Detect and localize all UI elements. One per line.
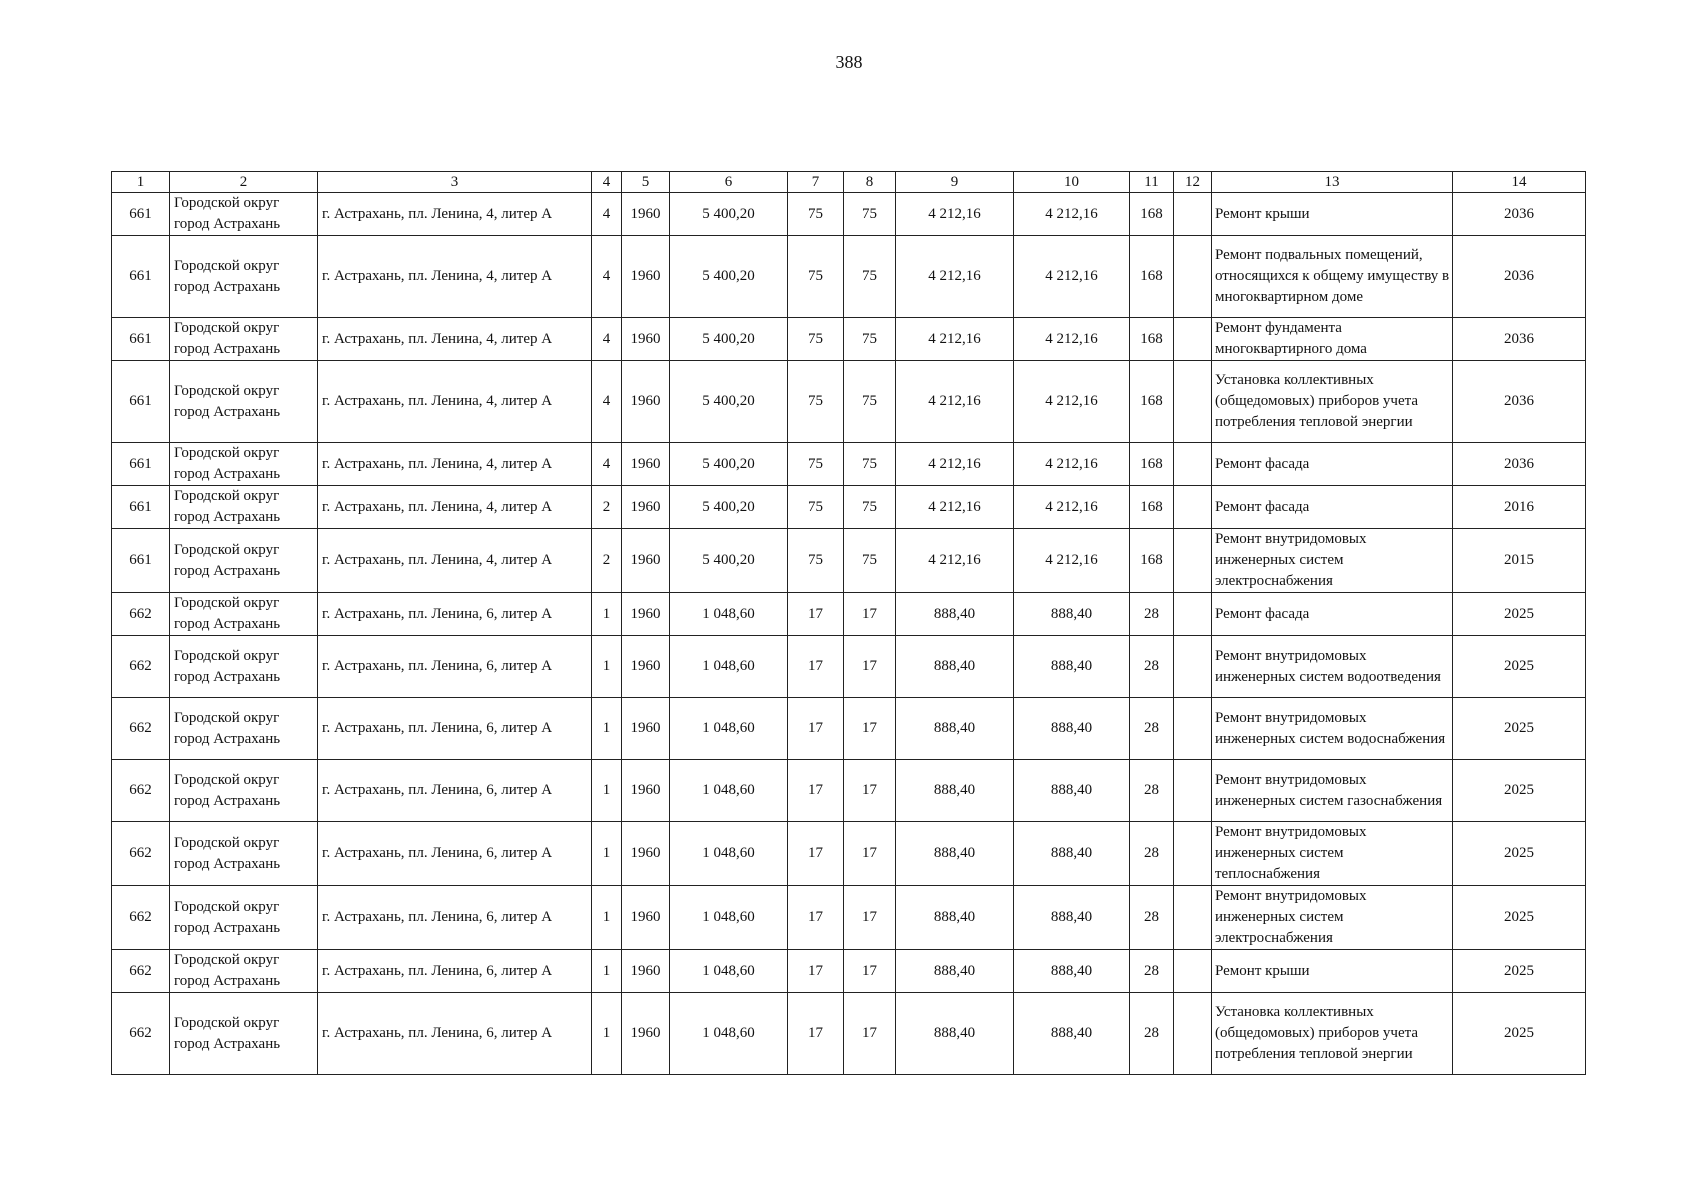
row-number-cell: 662 [112,993,170,1075]
col4-cell: 4 [592,443,622,486]
row-number-cell: 662 [112,698,170,760]
planned-year-cell: 2025 [1453,760,1586,822]
col11-cell: 168 [1130,529,1174,593]
col10-cell: 888,40 [1014,822,1130,886]
col8-cell: 17 [844,593,896,636]
year-built-cell: 1960 [622,193,670,236]
municipality-cell: Городской округ город Астрахань [170,318,318,361]
year-built-cell: 1960 [622,361,670,443]
total-area-cell: 1 048,60 [670,993,788,1075]
total-area-cell: 5 400,20 [670,529,788,593]
address-cell: г. Астрахань, пл. Ленина, 4, литер А [318,193,592,236]
municipality-cell: Городской округ город Астрахань [170,236,318,318]
work-type-cell: Установка коллективных (общедомовых) приборов учета потребления тепловой энергии [1212,361,1453,443]
col9-cell: 888,40 [896,760,1014,822]
work-type-cell: Ремонт крыши [1212,950,1453,993]
col8-cell: 17 [844,993,896,1075]
col12-cell [1174,993,1212,1075]
planned-year-cell: 2015 [1453,529,1586,593]
municipality-cell: Городской округ город Астрахань [170,361,318,443]
column-header-5: 5 [622,172,670,193]
work-type-cell: Ремонт внутридомовых инженерных систем теплоснабжения [1212,822,1453,886]
year-built-cell: 1960 [622,486,670,529]
col10-cell: 4 212,16 [1014,486,1130,529]
table-header [112,172,1586,193]
col11-cell: 28 [1130,822,1174,886]
col9-cell: 888,40 [896,822,1014,886]
table-body [112,193,1586,1075]
col12-cell [1174,529,1212,593]
total-area-cell: 1 048,60 [670,886,788,950]
year-built-cell: 1960 [622,236,670,318]
table-row [112,822,1586,886]
col9-cell: 4 212,16 [896,486,1014,529]
total-area-cell: 5 400,20 [670,361,788,443]
col4-cell: 1 [592,950,622,993]
column-header-7: 7 [788,172,844,193]
column-header-3: 3 [318,172,592,193]
col11-cell: 28 [1130,886,1174,950]
address-cell: г. Астрахань, пл. Ленина, 4, литер А [318,361,592,443]
col7-cell: 17 [788,760,844,822]
col7-cell: 75 [788,361,844,443]
col11-cell: 28 [1130,760,1174,822]
planned-year-cell: 2025 [1453,593,1586,636]
col9-cell: 888,40 [896,698,1014,760]
col10-cell: 888,40 [1014,950,1130,993]
col4-cell: 4 [592,361,622,443]
col12-cell [1174,193,1212,236]
col7-cell: 17 [788,698,844,760]
row-number-cell: 661 [112,443,170,486]
year-built-cell: 1960 [622,529,670,593]
total-area-cell: 1 048,60 [670,760,788,822]
row-number-cell: 661 [112,236,170,318]
col9-cell: 888,40 [896,886,1014,950]
work-type-cell: Ремонт внутридомовых инженерных систем электроснабжения [1212,886,1453,950]
table-row [112,193,1586,236]
col7-cell: 75 [788,236,844,318]
table-row [112,760,1586,822]
row-number-cell: 662 [112,822,170,886]
work-type-cell: Ремонт фундамента многоквартирного дома [1212,318,1453,361]
planned-year-cell: 2036 [1453,443,1586,486]
col11-cell: 168 [1130,443,1174,486]
year-built-cell: 1960 [622,636,670,698]
total-area-cell: 1 048,60 [670,950,788,993]
col11-cell: 28 [1130,593,1174,636]
address-cell: г. Астрахань, пл. Ленина, 6, литер А [318,993,592,1075]
col8-cell: 17 [844,822,896,886]
col9-cell: 888,40 [896,993,1014,1075]
planned-year-cell: 2025 [1453,822,1586,886]
col10-cell: 888,40 [1014,593,1130,636]
year-built-cell: 1960 [622,698,670,760]
col9-cell: 4 212,16 [896,529,1014,593]
col8-cell: 75 [844,443,896,486]
column-header-9: 9 [896,172,1014,193]
work-type-cell: Ремонт фасада [1212,486,1453,529]
table-row [112,886,1586,950]
total-area-cell: 1 048,60 [670,593,788,636]
table-row [112,529,1586,593]
col7-cell: 17 [788,950,844,993]
year-built-cell: 1960 [622,950,670,993]
row-number-cell: 661 [112,318,170,361]
year-built-cell: 1960 [622,886,670,950]
col8-cell: 17 [844,760,896,822]
total-area-cell: 1 048,60 [670,698,788,760]
municipality-cell: Городской округ город Астрахань [170,760,318,822]
year-built-cell: 1960 [622,593,670,636]
col4-cell: 1 [592,760,622,822]
col8-cell: 75 [844,193,896,236]
col12-cell [1174,486,1212,529]
col11-cell: 168 [1130,361,1174,443]
col9-cell: 888,40 [896,950,1014,993]
row-number-cell: 661 [112,361,170,443]
col10-cell: 888,40 [1014,886,1130,950]
work-type-cell: Ремонт внутридомовых инженерных систем водоснабжения [1212,698,1453,760]
total-area-cell: 5 400,20 [670,443,788,486]
col11-cell: 28 [1130,950,1174,993]
col7-cell: 17 [788,636,844,698]
table-row [112,443,1586,486]
col8-cell: 75 [844,236,896,318]
col11-cell: 168 [1130,318,1174,361]
column-header-4: 4 [592,172,622,193]
col12-cell [1174,822,1212,886]
total-area-cell: 5 400,20 [670,193,788,236]
column-header-8: 8 [844,172,896,193]
col4-cell: 4 [592,193,622,236]
table-row [112,593,1586,636]
table-row [112,486,1586,529]
col4-cell: 2 [592,529,622,593]
col12-cell [1174,361,1212,443]
address-cell: г. Астрахань, пл. Ленина, 6, литер А [318,886,592,950]
planned-year-cell: 2016 [1453,486,1586,529]
work-type-cell: Ремонт фасада [1212,593,1453,636]
col10-cell: 4 212,16 [1014,193,1130,236]
col7-cell: 17 [788,593,844,636]
row-number-cell: 661 [112,529,170,593]
table-row [112,361,1586,443]
col9-cell: 4 212,16 [896,236,1014,318]
column-header-2: 2 [170,172,318,193]
year-built-cell: 1960 [622,443,670,486]
work-type-cell: Ремонт крыши [1212,193,1453,236]
col10-cell: 888,40 [1014,760,1130,822]
col10-cell: 4 212,16 [1014,443,1130,486]
column-header-1: 1 [112,172,170,193]
table-row [112,318,1586,361]
total-area-cell: 5 400,20 [670,486,788,529]
row-number-cell: 662 [112,950,170,993]
address-cell: г. Астрахань, пл. Ленина, 4, литер А [318,529,592,593]
col11-cell: 168 [1130,193,1174,236]
col4-cell: 4 [592,236,622,318]
col12-cell [1174,950,1212,993]
col11-cell: 28 [1130,698,1174,760]
table-row [112,950,1586,993]
table-row [112,636,1586,698]
work-type-cell: Ремонт внутридомовых инженерных систем электроснабжения [1212,529,1453,593]
col7-cell: 17 [788,822,844,886]
municipality-cell: Городской округ город Астрахань [170,698,318,760]
row-number-cell: 662 [112,636,170,698]
col12-cell [1174,886,1212,950]
planned-year-cell: 2025 [1453,993,1586,1075]
total-area-cell: 5 400,20 [670,236,788,318]
address-cell: г. Астрахань, пл. Ленина, 6, литер А [318,636,592,698]
municipality-cell: Городской округ город Астрахань [170,636,318,698]
col7-cell: 17 [788,886,844,950]
col8-cell: 17 [844,886,896,950]
address-cell: г. Астрахань, пл. Ленина, 6, литер А [318,760,592,822]
col7-cell: 75 [788,486,844,529]
address-cell: г. Астрахань, пл. Ленина, 6, литер А [318,593,592,636]
municipality-cell: Городской округ город Астрахань [170,193,318,236]
col11-cell: 168 [1130,486,1174,529]
col9-cell: 4 212,16 [896,361,1014,443]
col11-cell: 168 [1130,236,1174,318]
total-area-cell: 5 400,20 [670,318,788,361]
col4-cell: 1 [592,822,622,886]
row-number-cell: 661 [112,193,170,236]
col12-cell [1174,698,1212,760]
col4-cell: 2 [592,486,622,529]
year-built-cell: 1960 [622,760,670,822]
col4-cell: 1 [592,698,622,760]
municipality-cell: Городской округ город Астрахань [170,529,318,593]
municipality-cell: Городской округ город Астрахань [170,443,318,486]
col9-cell: 888,40 [896,593,1014,636]
col12-cell [1174,593,1212,636]
col8-cell: 75 [844,318,896,361]
col4-cell: 4 [592,318,622,361]
column-header-6: 6 [670,172,788,193]
row-number-cell: 662 [112,593,170,636]
work-type-cell: Ремонт внутридомовых инженерных систем газоснабжения [1212,760,1453,822]
col7-cell: 75 [788,318,844,361]
col12-cell [1174,236,1212,318]
planned-year-cell: 2036 [1453,361,1586,443]
table-row [112,236,1586,318]
address-cell: г. Астрахань, пл. Ленина, 6, литер А [318,698,592,760]
municipality-cell: Городской округ город Астрахань [170,886,318,950]
year-built-cell: 1960 [622,318,670,361]
column-header-14: 14 [1453,172,1586,193]
total-area-cell: 1 048,60 [670,636,788,698]
work-type-cell: Установка коллективных (общедомовых) приборов учета потребления тепловой энергии [1212,993,1453,1075]
col7-cell: 17 [788,993,844,1075]
work-type-cell: Ремонт фасада [1212,443,1453,486]
column-number-row [112,172,1586,193]
col4-cell: 1 [592,636,622,698]
col10-cell: 4 212,16 [1014,236,1130,318]
col12-cell [1174,636,1212,698]
row-number-cell: 661 [112,486,170,529]
col12-cell [1174,318,1212,361]
col4-cell: 1 [592,886,622,950]
year-built-cell: 1960 [622,822,670,886]
municipality-cell: Городской округ город Астрахань [170,993,318,1075]
column-header-10: 10 [1014,172,1130,193]
col12-cell [1174,760,1212,822]
total-area-cell: 1 048,60 [670,822,788,886]
col10-cell: 888,40 [1014,698,1130,760]
address-cell: г. Астрахань, пл. Ленина, 4, литер А [318,443,592,486]
col10-cell: 888,40 [1014,636,1130,698]
col7-cell: 75 [788,443,844,486]
planned-year-cell: 2025 [1453,636,1586,698]
planned-year-cell: 2025 [1453,950,1586,993]
work-type-cell: Ремонт подвальных помещений, относящихся к общему имуществу в многоквартирном доме [1212,236,1453,318]
col8-cell: 75 [844,486,896,529]
col10-cell: 888,40 [1014,993,1130,1075]
col7-cell: 75 [788,193,844,236]
planned-year-cell: 2036 [1453,193,1586,236]
column-header-12: 12 [1174,172,1212,193]
address-cell: г. Астрахань, пл. Ленина, 6, литер А [318,950,592,993]
col9-cell: 4 212,16 [896,193,1014,236]
col8-cell: 75 [844,361,896,443]
address-cell: г. Астрахань, пл. Ленина, 4, литер А [318,236,592,318]
work-type-cell: Ремонт внутридомовых инженерных систем водоотведения [1212,636,1453,698]
planned-year-cell: 2036 [1453,236,1586,318]
col8-cell: 17 [844,636,896,698]
planned-year-cell: 2025 [1453,698,1586,760]
col9-cell: 888,40 [896,636,1014,698]
column-header-11: 11 [1130,172,1174,193]
col11-cell: 28 [1130,993,1174,1075]
planned-year-cell: 2025 [1453,886,1586,950]
column-header-13: 13 [1212,172,1453,193]
address-cell: г. Астрахань, пл. Ленина, 4, литер А [318,486,592,529]
col4-cell: 1 [592,993,622,1075]
municipality-cell: Городской округ город Астрахань [170,822,318,886]
col12-cell [1174,443,1212,486]
col9-cell: 4 212,16 [896,318,1014,361]
address-cell: г. Астрахань, пл. Ленина, 4, литер А [318,318,592,361]
capital-repair-table [111,171,1586,1075]
table-row [112,698,1586,760]
row-number-cell: 662 [112,760,170,822]
year-built-cell: 1960 [622,993,670,1075]
row-number-cell: 662 [112,886,170,950]
municipality-cell: Городской округ город Астрахань [170,593,318,636]
col8-cell: 17 [844,950,896,993]
col9-cell: 4 212,16 [896,443,1014,486]
col11-cell: 28 [1130,636,1174,698]
table-row [112,993,1586,1075]
address-cell: г. Астрахань, пл. Ленина, 6, литер А [318,822,592,886]
col4-cell: 1 [592,593,622,636]
col8-cell: 17 [844,698,896,760]
municipality-cell: Городской округ город Астрахань [170,486,318,529]
page-number: 388 [835,52,863,72]
col10-cell: 4 212,16 [1014,529,1130,593]
col7-cell: 75 [788,529,844,593]
col8-cell: 75 [844,529,896,593]
municipality-cell: Городской округ город Астрахань [170,950,318,993]
col10-cell: 4 212,16 [1014,318,1130,361]
col10-cell: 4 212,16 [1014,361,1130,443]
planned-year-cell: 2036 [1453,318,1586,361]
